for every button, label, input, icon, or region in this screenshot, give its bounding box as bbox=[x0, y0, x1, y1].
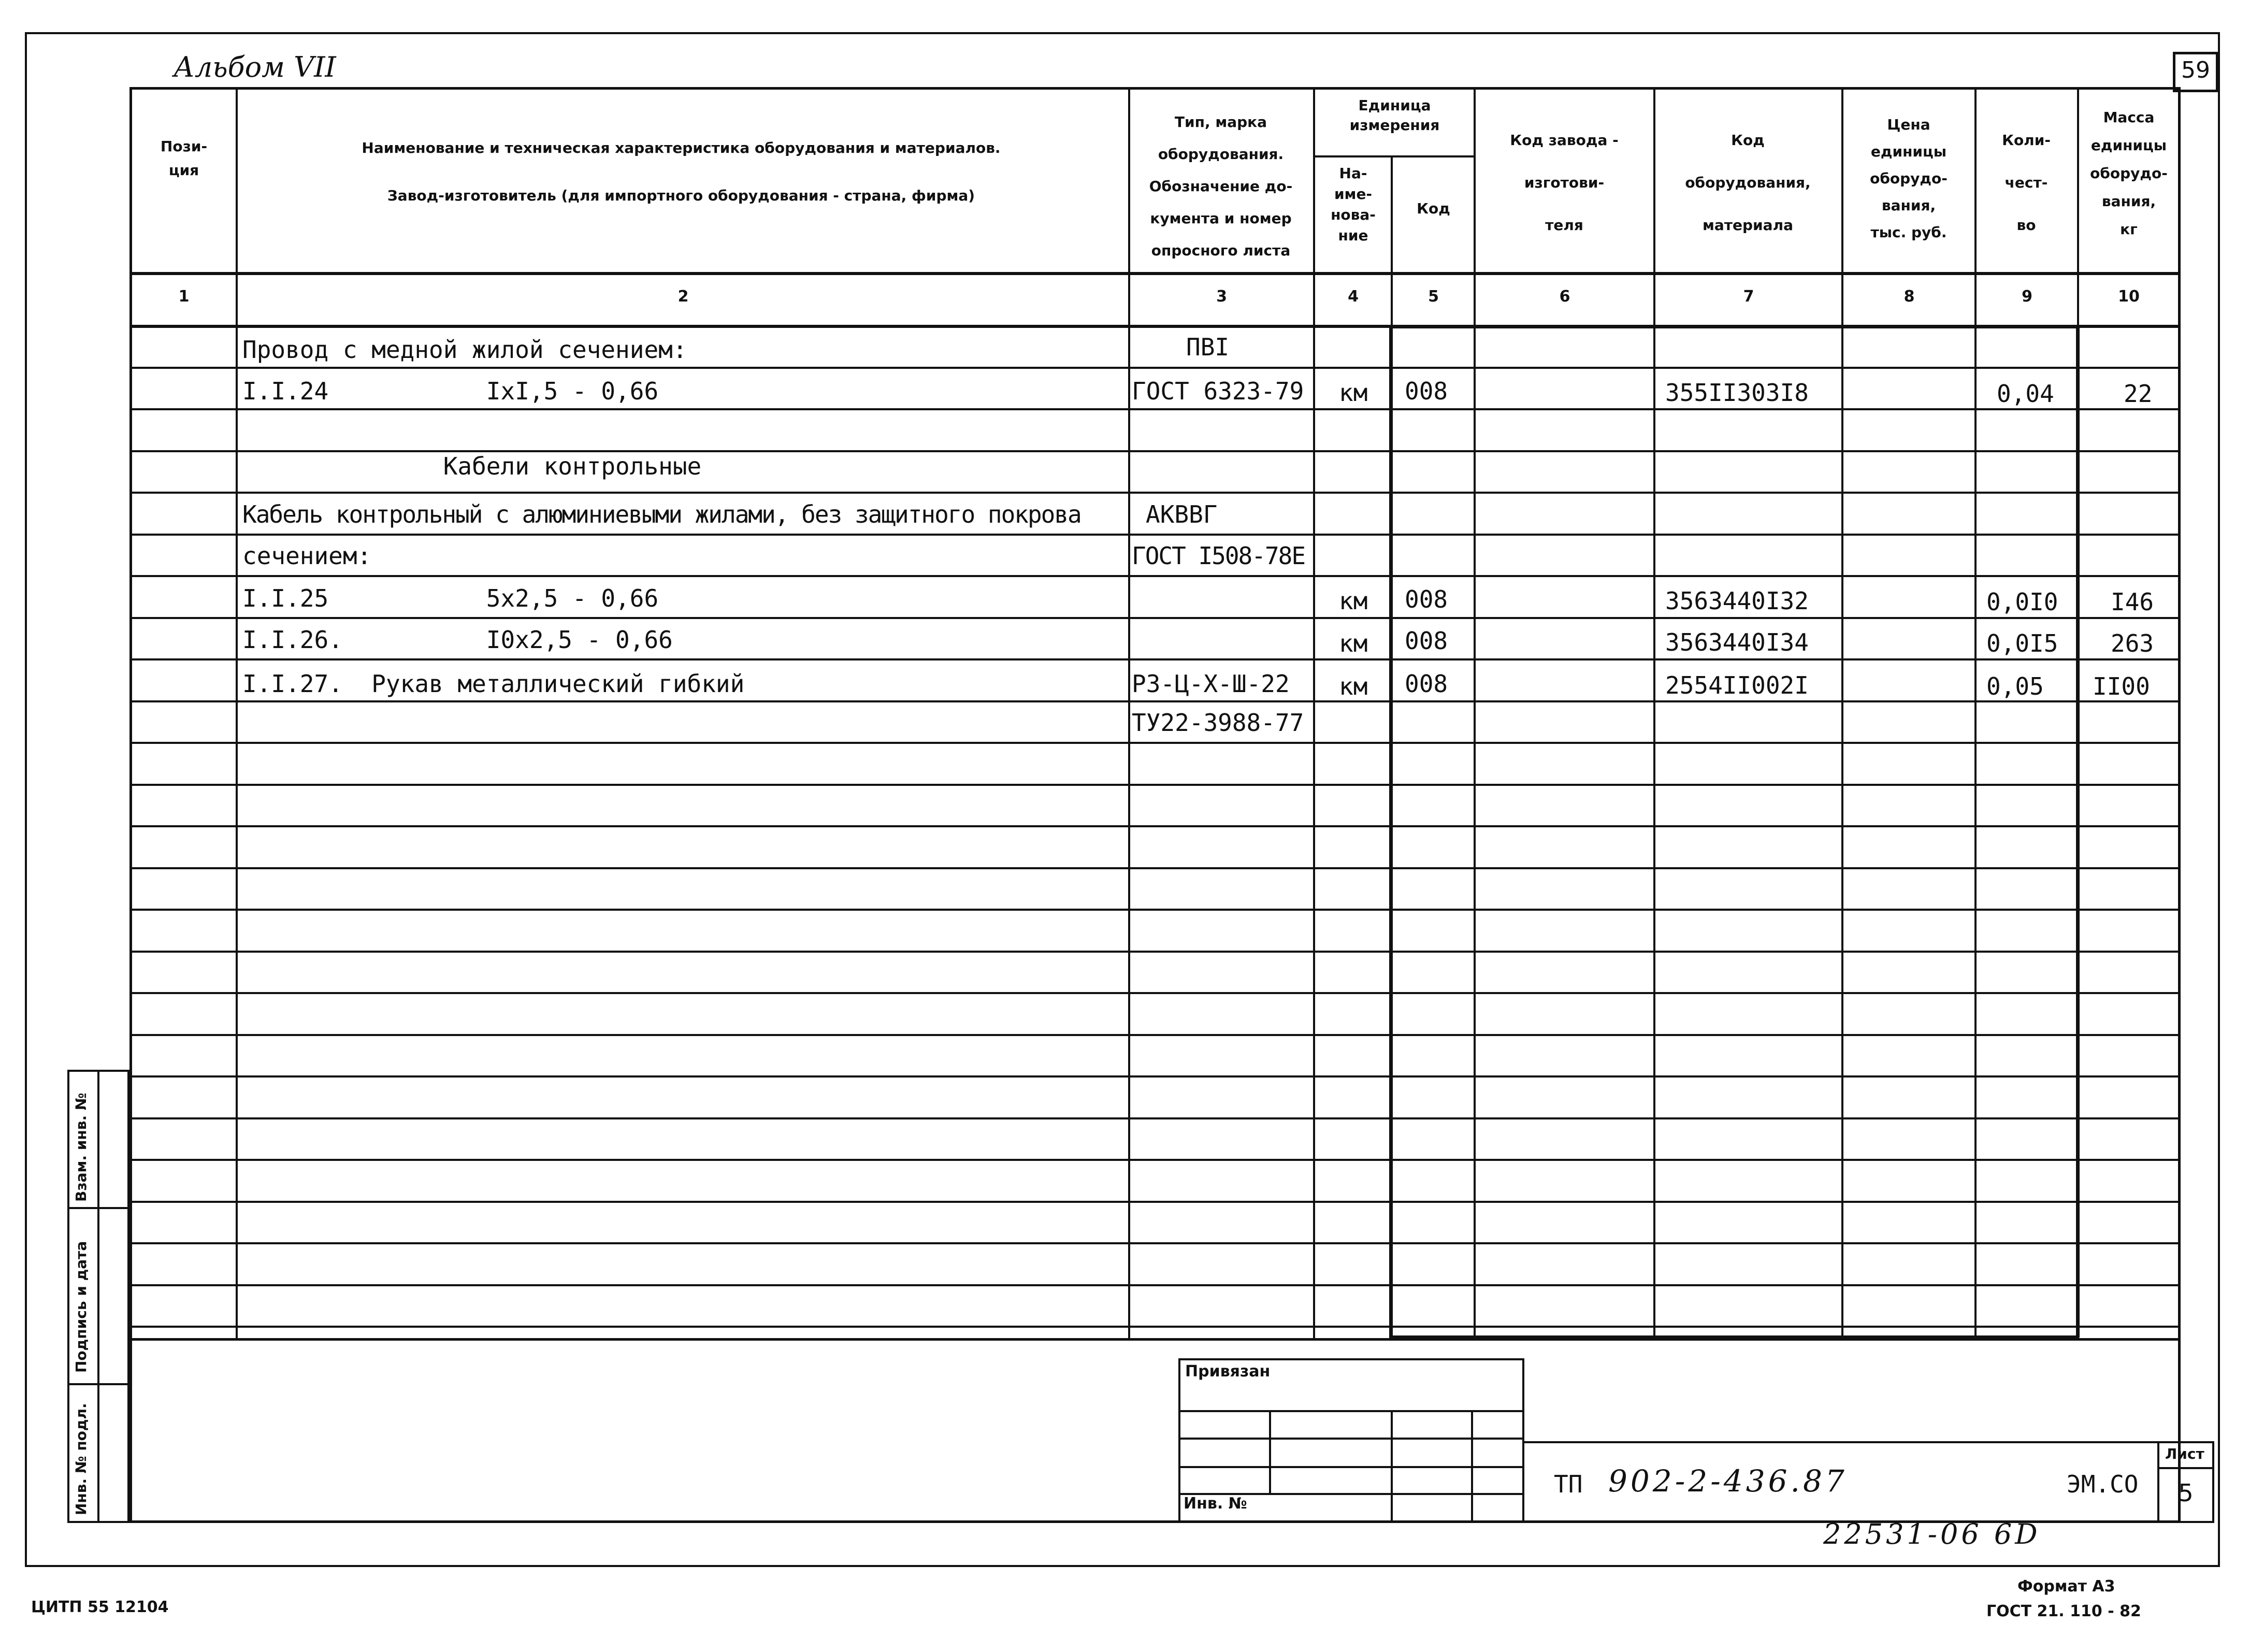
row-divider bbox=[129, 909, 2181, 911]
header-price: Цена единицы оборудо- вания, тыс. руб. bbox=[1870, 116, 1948, 241]
col-num-8: 8 bbox=[1904, 288, 1915, 306]
row-type: АКВВГ bbox=[1146, 500, 1218, 528]
header-equipment-code: Код оборудования, материала bbox=[1685, 132, 1811, 234]
row-mass: 263 bbox=[2111, 629, 2154, 657]
row-name: Кабель контрольный с алюминиевыми жилами, без защитного покрова bbox=[242, 500, 1081, 528]
header-name: Наименование и техническая характеристика оборудования и материалов. Завод-изготовитель (для импортного оборудования - страна, фирма) bbox=[362, 139, 1001, 204]
row-name: I.I.27. Рукав металлический гибкий bbox=[242, 670, 745, 698]
row-divider bbox=[129, 992, 2181, 994]
row-divider bbox=[129, 1075, 2181, 1078]
row-eq-code: 355II303I8 bbox=[1665, 379, 1809, 407]
row-name: Кабели контрольные bbox=[242, 452, 702, 480]
header-unit-name: На- име- нова- ние bbox=[1331, 165, 1376, 244]
row-type: ПВI bbox=[1186, 333, 1230, 361]
stamp-block bbox=[129, 1341, 2181, 1523]
row-divider bbox=[129, 1117, 2181, 1119]
album-label: Альбом VII bbox=[174, 51, 336, 83]
col-num-9: 9 bbox=[2022, 288, 2032, 306]
header-unit-code: Код bbox=[1417, 200, 1450, 217]
side-label-inv: Инв. № подл. bbox=[73, 1403, 90, 1515]
row-mass: II00 bbox=[2093, 672, 2150, 700]
row-divider bbox=[129, 1284, 2181, 1286]
header-mass: Масса единицы оборудо- вания, кг bbox=[2090, 109, 2168, 238]
row-unit: км bbox=[1339, 587, 1368, 615]
col-num-5: 5 bbox=[1428, 288, 1439, 306]
row-unit: км bbox=[1339, 672, 1368, 700]
col-num-6: 6 bbox=[1559, 288, 1570, 306]
row-code: 008 bbox=[1405, 670, 1448, 698]
row-divider bbox=[129, 951, 2181, 953]
page-number: 59 bbox=[2181, 57, 2210, 83]
row-qty: 0,0I5 bbox=[1986, 629, 2058, 657]
row-divider bbox=[129, 492, 2181, 494]
row-name: I.I.25 5x2,5 - 0,66 bbox=[242, 584, 659, 612]
row-qty: 0,04 bbox=[1997, 380, 2054, 408]
sheet-label: Лист bbox=[2165, 1445, 2204, 1462]
row-mass: 22 bbox=[2124, 380, 2153, 408]
header-type: Тип, марка оборудования. Обозначение до- кумента и номер опросного листа bbox=[1149, 113, 1293, 259]
col-num-4: 4 bbox=[1348, 288, 1359, 306]
privyazan-label: Привязан bbox=[1185, 1362, 1271, 1381]
row-name: сечением: bbox=[242, 542, 372, 570]
col-num-10: 10 bbox=[2118, 288, 2140, 306]
row-divider bbox=[129, 1326, 2181, 1328]
row-unit: км bbox=[1339, 379, 1368, 407]
row-type: РЗ-Ц-Х-Ш-22 bbox=[1132, 670, 1290, 698]
row-divider bbox=[129, 575, 2181, 577]
row-divider bbox=[129, 742, 2181, 744]
row-name: I.I.26. I0x2,5 - 0,66 bbox=[242, 626, 673, 654]
row-type: ТУ22-3988-77 bbox=[1132, 709, 1304, 737]
row-qty: 0,05 bbox=[1986, 672, 2044, 700]
row-divider bbox=[129, 1201, 2181, 1203]
col-num-7: 7 bbox=[1743, 288, 1754, 306]
row-divider bbox=[129, 825, 2181, 827]
row-divider bbox=[129, 367, 2181, 369]
sheet-number: 5 bbox=[2178, 1479, 2194, 1507]
doc-number: 902-2-436.87 bbox=[1608, 1463, 1848, 1499]
row-code: 008 bbox=[1405, 627, 1448, 655]
row-divider bbox=[129, 1034, 2181, 1036]
header-position: Пози- ция bbox=[160, 138, 208, 179]
row-divider bbox=[129, 700, 2181, 702]
doc-tp: ТП bbox=[1554, 1470, 1583, 1498]
row-unit: км bbox=[1339, 629, 1368, 657]
col-num-1: 1 bbox=[178, 288, 190, 306]
header-unit: Единица измерения bbox=[1349, 97, 1440, 134]
side-label-replace: Взам. инв. № bbox=[73, 1093, 90, 1202]
row-divider bbox=[129, 617, 2181, 619]
row-eq-code: 3563440I32 bbox=[1665, 587, 1809, 615]
row-type: ГОСТ 6323-79 bbox=[1132, 377, 1304, 405]
row-divider bbox=[129, 408, 2181, 410]
row-type: ГОСТ I508-78Е bbox=[1132, 542, 1305, 570]
col-num-3: 3 bbox=[1216, 288, 1227, 306]
row-divider bbox=[129, 784, 2181, 786]
row-divider bbox=[129, 658, 2181, 660]
row-eq-code: 3563440I34 bbox=[1665, 628, 1809, 656]
header-quantity: Коли- чест- во bbox=[2002, 132, 2051, 234]
footer-left: ЦИТП 55 12104 bbox=[31, 1598, 169, 1616]
inv-no-label: Инв. № bbox=[1184, 1495, 1247, 1513]
row-name: Провод с медной жилой сечением: bbox=[242, 336, 687, 364]
row-divider bbox=[129, 867, 2181, 869]
row-eq-code: 2554II002I bbox=[1665, 671, 1809, 699]
handwritten-number: 22531-06 6D bbox=[1823, 1518, 2041, 1550]
row-divider bbox=[129, 1242, 2181, 1244]
doc-suffix: ЭМ.СО bbox=[2067, 1470, 2139, 1498]
row-code: 008 bbox=[1405, 585, 1448, 613]
col-num-2: 2 bbox=[677, 288, 689, 306]
row-qty: 0,0I0 bbox=[1986, 588, 2058, 616]
row-name: I.I.24 IxI,5 - 0,66 bbox=[242, 377, 659, 405]
side-label-signature: Подпись и дата bbox=[73, 1241, 90, 1373]
row-divider bbox=[129, 1159, 2181, 1161]
footer-gost: ГОСТ 21. 110 - 82 bbox=[1986, 1602, 2141, 1620]
row-divider bbox=[129, 534, 2181, 536]
row-code: 008 bbox=[1405, 377, 1448, 405]
row-mass: I46 bbox=[2111, 588, 2154, 616]
footer-format: Формат А3 bbox=[2017, 1577, 2115, 1596]
header-factory-code: Код завода - изготови- теля bbox=[1510, 132, 1619, 234]
